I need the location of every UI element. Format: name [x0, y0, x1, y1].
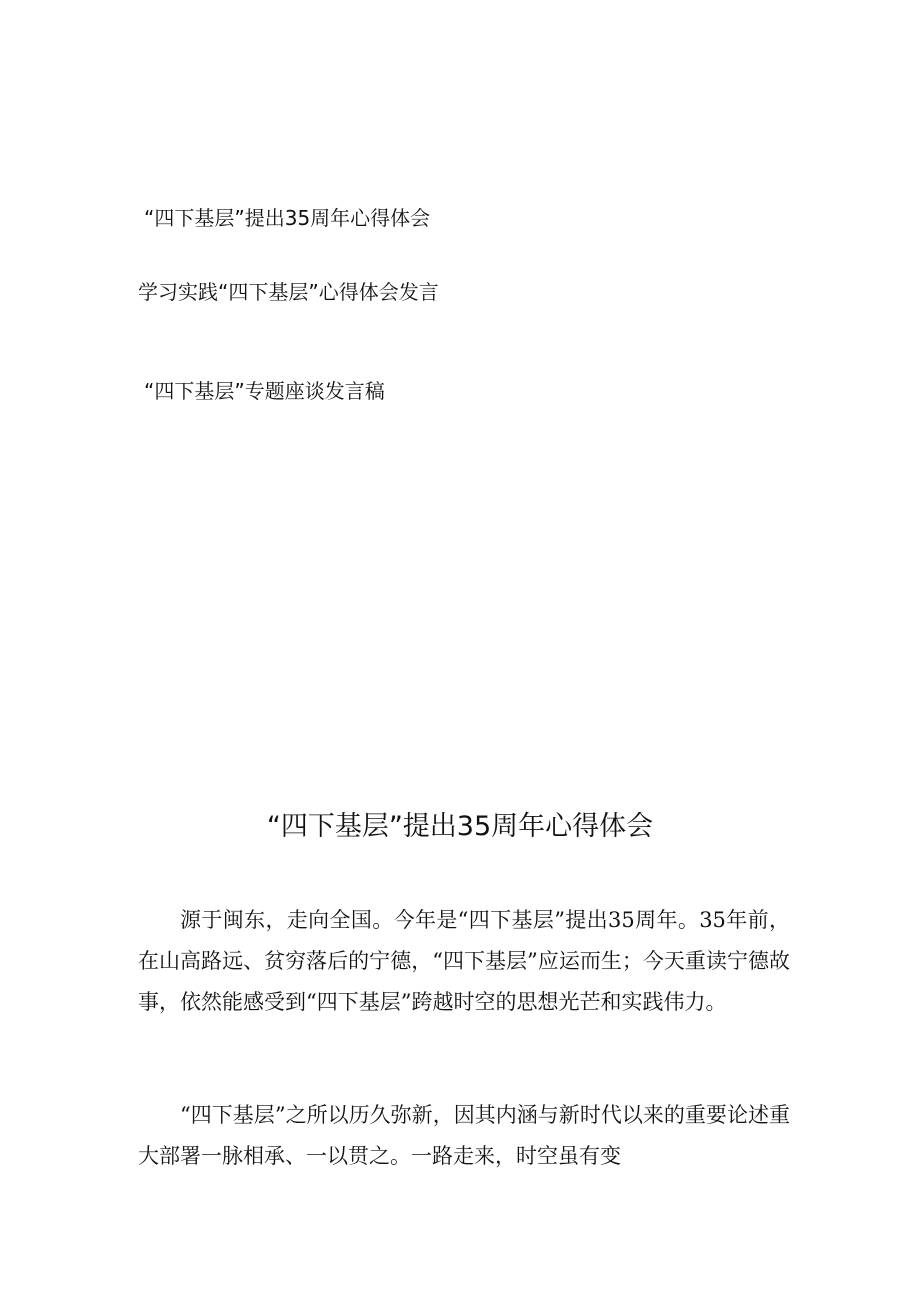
toc-item: “四下基层”专题座谈发言稿	[144, 379, 385, 403]
paragraph-text: “四下基层”之所以历久弥新，因其内涵与新时代以来的重要论述重大部署一脉相承、一以贯之。一路走来，时空虽有变	[138, 1103, 790, 1168]
toc-item: “四下基层”提出35周年心得体会	[144, 206, 431, 230]
toc-item: 学习实践“四下基层”心得体会发言	[138, 280, 439, 304]
paragraph-text: 源于闽东，走向全国。今年是“四下基层”提出35周年。35年前，在山高路远、贫穷落后的宁德，“四下基层”应运而生；今天重读宁德故事，依然能感受到“四下基层”跨越时空的思想光芒和实践伟力。	[138, 908, 790, 1014]
article-paragraph	[138, 1095, 790, 1177]
article-paragraph	[138, 900, 790, 1023]
article-title: “四下基层”提出35周年心得体会	[266, 811, 654, 842]
